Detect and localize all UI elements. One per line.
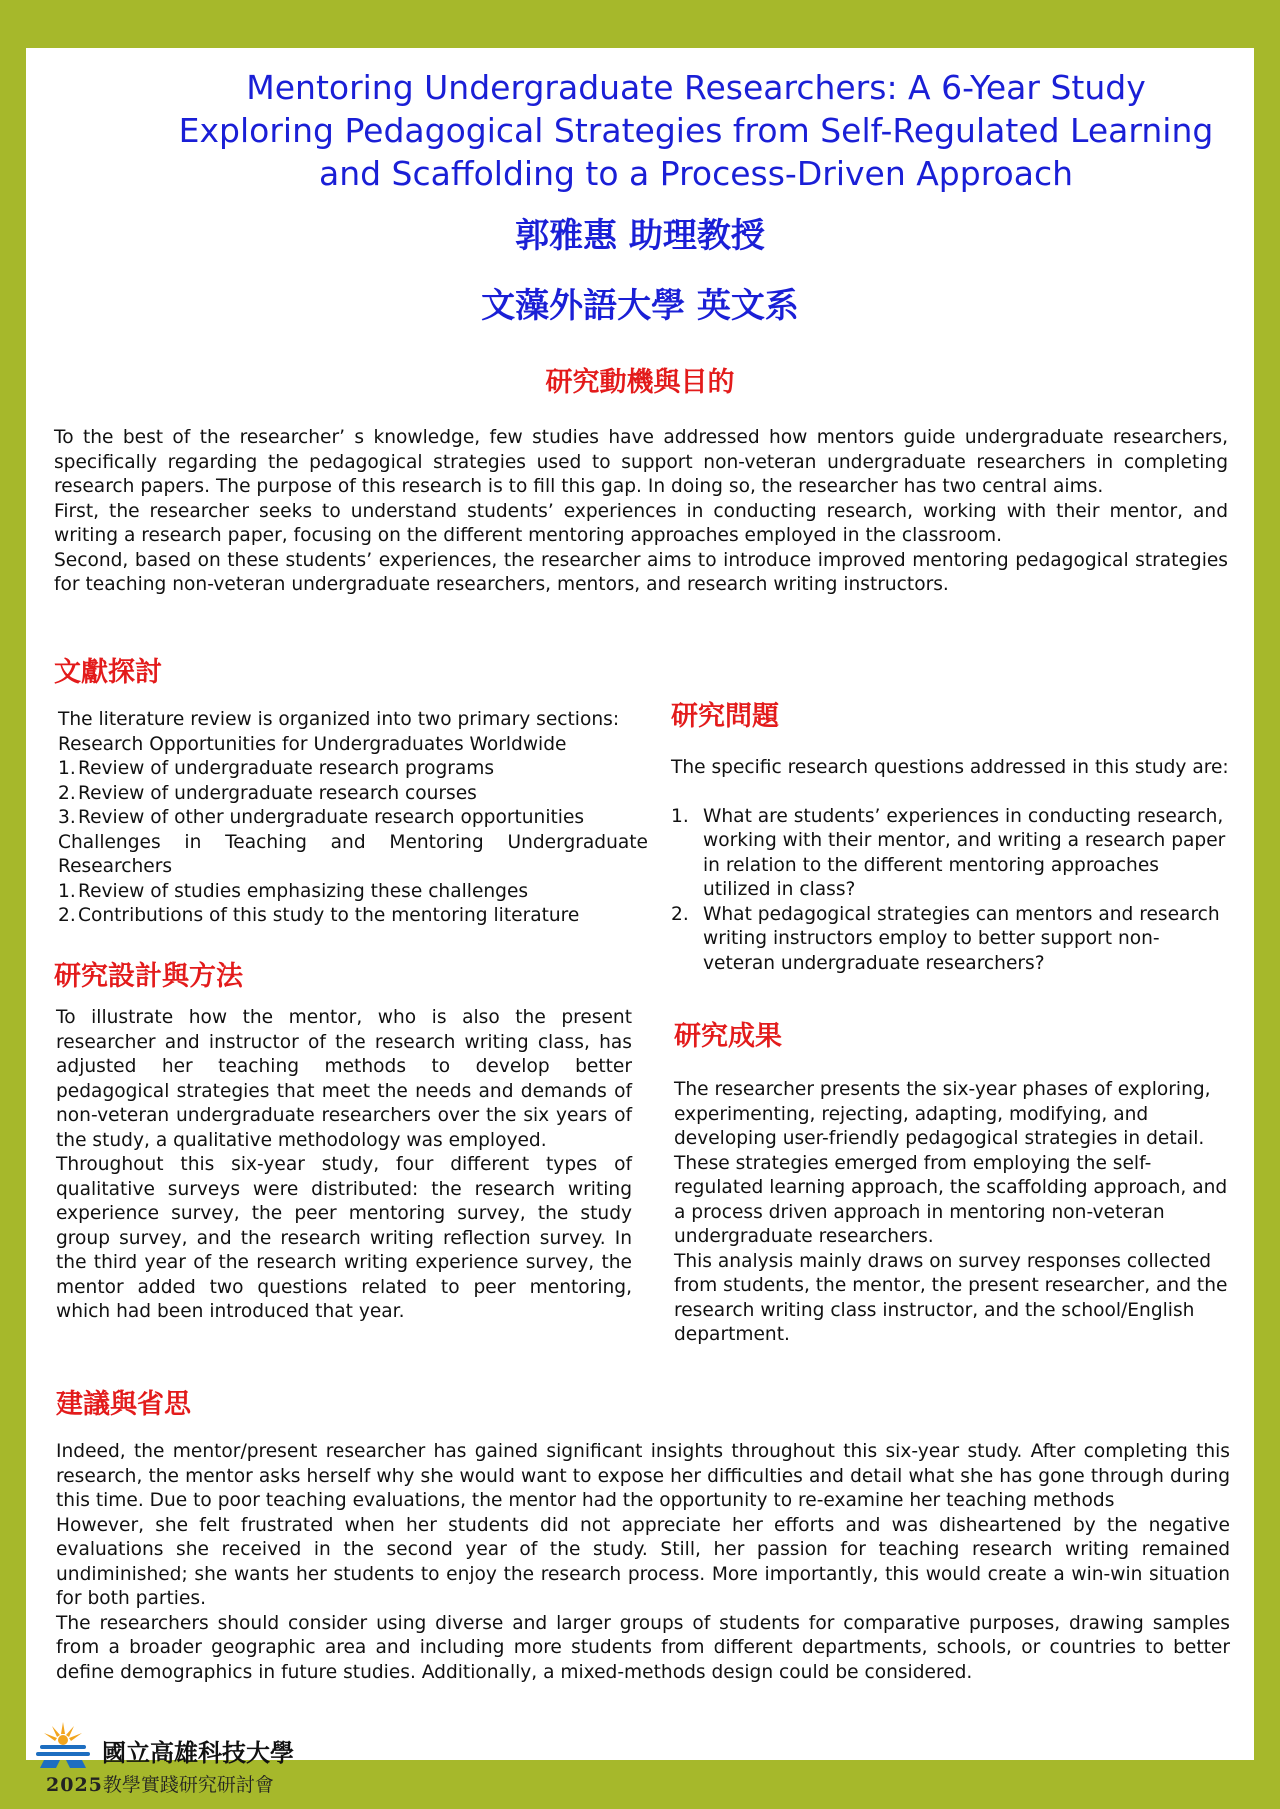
title-line: Exploring Pedagogical Strategies from Self-Regulated Learning bbox=[178, 111, 1214, 150]
list-item: 2. Contributions of this study to the mentoring literature bbox=[58, 905, 580, 926]
questions-heading: 研究問題 bbox=[671, 701, 779, 732]
conference-year: 2025 bbox=[46, 1774, 103, 1796]
reflection-body bbox=[56, 1440, 1230, 1685]
questions-intro: The specific research questions addressed in this study are: bbox=[671, 757, 1229, 778]
literature-section-title: Challenges in Teaching and Mentoring Undergraduate Researchers bbox=[58, 831, 648, 877]
reflection-heading: 建議與省思 bbox=[56, 1389, 191, 1420]
design-body bbox=[56, 1006, 632, 1325]
question-item: 1. What are students’ experiences in conducting research, working with their mentor, and writing a research paper in relation to the different mentoring approaches utilized in class? bbox=[671, 805, 1226, 900]
list-item: 1. Review of undergraduate research programs bbox=[58, 758, 495, 779]
results-paragraph: This analysis mainly draws on survey responses collected from students, the mentor, the present researcher, and the research writing class instructor, and the school/English department. bbox=[674, 1250, 1228, 1345]
literature-list bbox=[58, 757, 648, 831]
literature-body bbox=[58, 708, 648, 929]
reflection-paragraph: The researchers should consider using diverse and larger groups of students for comparative purposes, drawing samples from a broader geographic area and including more students from different departments, schools, or countries to better define demographics in future studies. Additionally, a mixed-methods design could be considered. bbox=[56, 1612, 1230, 1683]
results-paragraph: The researcher presents the six-year phases of exploring, experimenting, rejecting, adapting, modifying, and developing user-friendly pedagogical strategies in detail. bbox=[674, 1079, 1211, 1149]
design-paragraph: Throughout this six-year study, four different types of qualitative surveys were distributed: the research writing experience survey, the peer mentoring survey, the study group survey, and the research writing reflection survey. In the third year of the research writing experience survey, the mentor added two questions related to peer mentoring, which had been introduced that year. bbox=[56, 1154, 632, 1322]
literature-list bbox=[58, 880, 648, 929]
university-logo-icon bbox=[32, 1718, 94, 1770]
motivation-body bbox=[54, 426, 1228, 598]
questions-list bbox=[671, 805, 1231, 977]
reflection-paragraph: Indeed, the mentor/present researcher has gained significant insights throughout this six-year study. After completing this research, the mentor asks herself why she would want to expose her difficulties and detail what she has gone through during this time. Due to poor teaching evaluations, the mentor had the opportunity to re-examine her teaching methods bbox=[56, 1441, 1230, 1511]
title-line: Mentoring Undergraduate Researchers: A 6-Year Study bbox=[246, 68, 1146, 107]
affiliation: 文藻外語大學 英文系 bbox=[481, 286, 799, 326]
results-heading: 研究成果 bbox=[674, 1021, 782, 1052]
poster-title bbox=[126, 66, 1266, 195]
title-line: and Scaffolding to a Process-Driven Approach bbox=[318, 154, 1074, 193]
results-body bbox=[674, 1078, 1234, 1348]
question-item: 2. What pedagogical strategies can mentors and research writing instructors employ to better support non-veteran undergraduate researchers? bbox=[671, 903, 1220, 974]
motivation-heading: 研究動機與目的 bbox=[545, 367, 735, 398]
list-item: 1. Review of studies emphasizing these challenges bbox=[58, 880, 529, 902]
results-paragraph: These strategies emerged from employing the self-regulated learning approach, the scaffolding approach, and a process driven approach in mentoring non-veteran undergraduate researchers. bbox=[674, 1152, 1228, 1247]
motivation-paragraph: To the best of the researcher’ s knowledge, few studies have addressed how mentors guide undergraduate researchers, specifically regarding the pedagogical strategies used to support non-veteran undergraduate researchers in completing research papers. The purpose of this research is to fill this gap. In doing so, the researcher has two central aims. bbox=[54, 427, 1228, 497]
motivation-paragraph: First, the researcher seeks to understand students’ experiences in conducting research, working with their mentor, and writing a research paper, focusing on the different mentoring approaches employed in the classroom. bbox=[54, 500, 1228, 546]
university-name: 國立高雄科技大學 bbox=[102, 1739, 294, 1767]
literature-section-title: Research Opportunities for Undergraduates Worldwide bbox=[58, 733, 567, 755]
author-name: 郭雅惠 助理教授 bbox=[515, 216, 765, 256]
design-heading: 研究設計與方法 bbox=[54, 961, 243, 992]
conference-name bbox=[46, 1770, 274, 1797]
list-item: 3. Review of other undergraduate research opportunities bbox=[58, 807, 585, 828]
questions-body bbox=[671, 756, 1231, 976]
motivation-paragraph: Second, based on these students’ experiences, the researcher aims to introduce improved mentoring pedagogical strategies for teaching non-veteran undergraduate researchers, mentors, and research writing instructors. bbox=[54, 549, 1228, 595]
conference-title: 教學實踐研究研討會 bbox=[102, 1774, 274, 1796]
list-item: 2. Review of undergraduate research courses bbox=[58, 782, 477, 804]
poster bbox=[26, 48, 1254, 1760]
literature-heading: 文獻探討 bbox=[54, 657, 162, 688]
literature-intro: The literature review is organized into two primary sections: bbox=[58, 709, 620, 730]
design-paragraph: To illustrate how the mentor, who is also the present researcher and instructor of the research writing class, has adjusted her teaching methods to develop better pedagogical strategies that meet the needs and demands of non-veteran undergraduate researchers over the six years of the study, a qualitative methodology was employed. bbox=[56, 1007, 632, 1151]
reflection-paragraph: However, she felt frustrated when her students did not appreciate her efforts and was disheartened by the negative evaluations she received in the second year of the study. Still, her passion for teaching research writing remained undiminished; she wants her students to enjoy the research process. More importantly, this would create a win-win situation for both parties. bbox=[56, 1514, 1230, 1609]
